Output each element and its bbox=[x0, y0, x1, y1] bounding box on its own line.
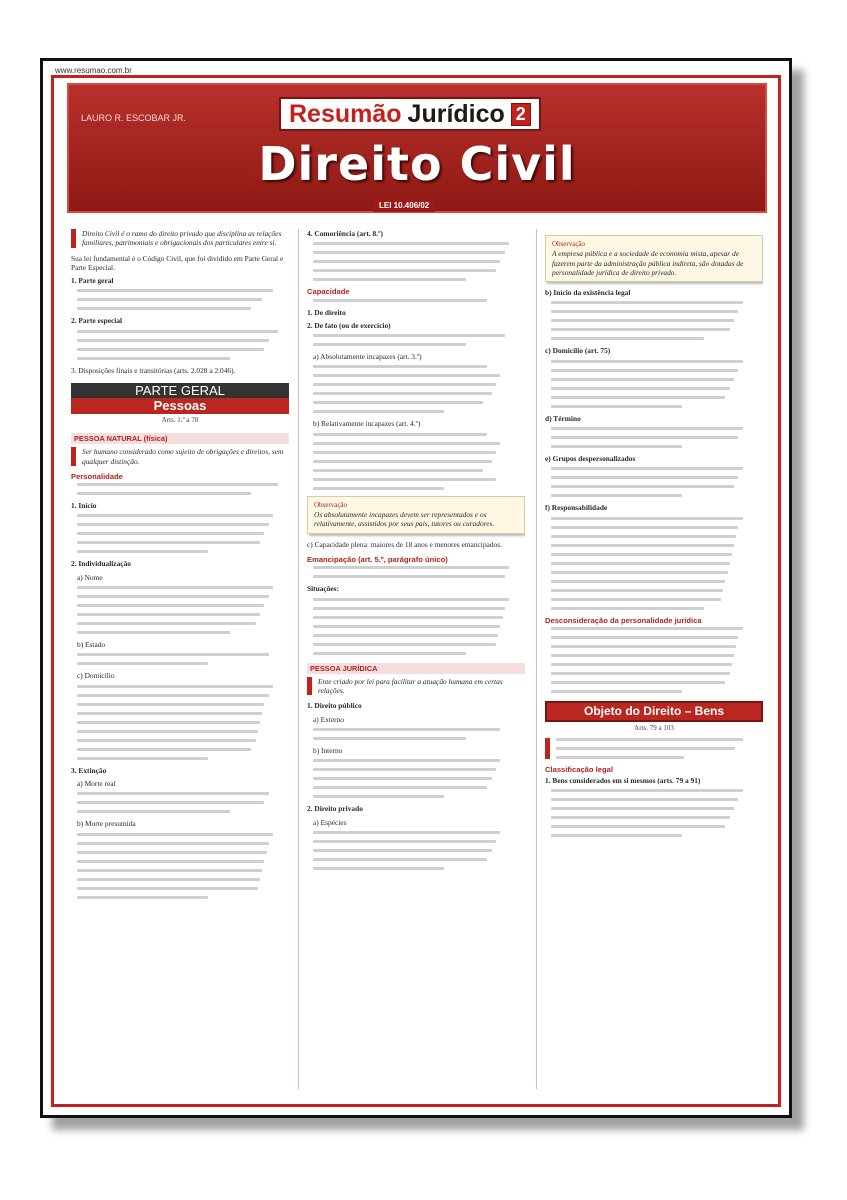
pj-text: Ente criado por lei para facilitar a atuação humana em certas relações. bbox=[307, 677, 525, 696]
section-objeto-do-direito: Objeto do Direito – Bens bbox=[545, 701, 763, 722]
list-item: a) Morte real bbox=[77, 778, 116, 788]
list-item: 3. Disposições finais e transitórias (arts. 2.028 a 2.046). bbox=[71, 365, 236, 375]
pessoa-natural-text: Ser humano considerado como sujeito de obrigações e direitos, sem qualquer distinção. bbox=[71, 447, 289, 466]
text-lines bbox=[307, 334, 525, 346]
observation-label: Observação bbox=[314, 500, 348, 509]
text-lines bbox=[545, 467, 763, 497]
text-lines bbox=[307, 598, 525, 655]
text-lines bbox=[545, 789, 763, 837]
list-item: a) Absolutamente incapazes (art. 3.º) bbox=[313, 352, 422, 362]
text-lines bbox=[71, 514, 289, 553]
subsection-pessoa-natural: PESSOA NATURAL (física) bbox=[71, 433, 289, 444]
list-item: c) Domicílio bbox=[77, 671, 115, 681]
text-lines bbox=[545, 738, 763, 759]
product-sheet bbox=[40, 58, 792, 1118]
section-pessoas: Pessoas bbox=[71, 398, 289, 413]
list-item: 1. Parte geral bbox=[71, 276, 114, 286]
text-lines bbox=[71, 289, 289, 310]
intro-text: Direito Civil é o ramo do direito privado que disciplina as relações familiares, patrimoniais e obrigacionais dos particulares entre si. bbox=[71, 229, 289, 248]
subsection-pessoa-juridica: PESSOA JURÍDICA bbox=[307, 663, 525, 674]
author-name: LAURO R. ESCOBAR JR. bbox=[81, 113, 187, 123]
codigo-text: Sua lei fundamental é o Código Civil, que foi dividido em Parte Geral e Parte Especial. bbox=[71, 253, 284, 272]
column-2 bbox=[307, 229, 525, 1099]
text-lines bbox=[545, 301, 763, 340]
observation-text: A empresa pública e a sociedade de economia mista, apesar de fazerem parte da administração pública indireta, são dotadas de personalidade jurídica de direito privado. bbox=[552, 249, 744, 277]
text-lines bbox=[307, 433, 525, 490]
comoriencia: 4. Comoriência (art. 8.º) bbox=[307, 229, 383, 238]
text-lines bbox=[71, 653, 289, 665]
column-divider bbox=[298, 229, 299, 1089]
list-item: b) Morte presumida bbox=[77, 819, 136, 829]
page-title: Direito Civil bbox=[258, 137, 576, 191]
list-item: b) Estado bbox=[77, 640, 106, 650]
list-item: 2. Direito privado bbox=[307, 804, 363, 814]
list-item: 2. Parte especial bbox=[71, 316, 123, 326]
list-item: 3. Extinção bbox=[71, 765, 107, 775]
text-lines bbox=[307, 728, 525, 740]
list-item: c) Domicílio (art. 75) bbox=[545, 346, 611, 356]
series-number: 2 bbox=[511, 103, 531, 126]
list-item: 1. Início bbox=[71, 501, 97, 511]
situacoes-label: Situações: bbox=[307, 584, 340, 594]
observation-text: Os absolutamente incapazes devem ser representados e os relativamente, assistidos por seus pais, tutores ou curadores. bbox=[314, 510, 495, 529]
text-lines bbox=[71, 685, 289, 760]
section-arts: Arts. 1.º a 78 bbox=[161, 415, 199, 424]
text-lines bbox=[307, 365, 525, 413]
list-item: a) Externo bbox=[313, 714, 344, 724]
list-item: 2. Individualização bbox=[71, 559, 131, 569]
subsection-capacidade: Capacidade bbox=[307, 287, 350, 297]
text-lines bbox=[307, 242, 525, 281]
subsection-emancipacao: Emancipação (art. 5.º, parágrafo único) bbox=[307, 554, 448, 564]
column-1 bbox=[71, 229, 289, 1099]
text-lines bbox=[71, 792, 289, 813]
text-lines bbox=[307, 759, 525, 798]
text-lines bbox=[71, 483, 289, 495]
list-item: 2. De fato (ou de exercício) bbox=[307, 320, 391, 330]
text-lines bbox=[307, 299, 525, 302]
column-3 bbox=[545, 229, 763, 1099]
law-badge: LEI 10.406/02 bbox=[373, 199, 435, 212]
list-item: b) Interno bbox=[313, 746, 343, 756]
text-lines bbox=[71, 586, 289, 634]
list-item: a) Nome bbox=[77, 572, 103, 582]
text-lines bbox=[545, 360, 763, 408]
text-lines bbox=[545, 627, 763, 693]
capacidade-plena: c) Capacidade plena: maiores de 18 anos e menores emancipados. bbox=[307, 539, 502, 549]
series-logo bbox=[279, 97, 541, 131]
subsection-personalidade: Personalidade bbox=[71, 471, 123, 481]
list-item: d) Término bbox=[545, 413, 581, 423]
list-item: e) Grupos despersonalizados bbox=[545, 454, 636, 464]
header-banner bbox=[67, 83, 767, 213]
text-lines bbox=[71, 833, 289, 899]
list-item: b) Início da existência legal bbox=[545, 288, 631, 298]
list-item: a) Espécies bbox=[313, 817, 347, 827]
subsection-classificacao: Classificação legal bbox=[545, 764, 613, 774]
observation-box bbox=[307, 496, 525, 534]
text-lines bbox=[545, 517, 763, 610]
series-prefix: Resumão bbox=[289, 99, 402, 128]
section-parte-geral: PARTE GERAL bbox=[71, 383, 289, 398]
subsection-desconsideracao: Desconsideração da personalidade jurídica bbox=[545, 615, 702, 625]
list-item: f) Responsabilidade bbox=[545, 503, 608, 513]
list-item: 1. De direito bbox=[307, 307, 346, 317]
text-lines bbox=[307, 566, 525, 578]
site-url: www.resumao.com.br bbox=[55, 66, 132, 75]
list-item: b) Relativamente incapazes (art. 4.º) bbox=[313, 419, 421, 429]
list-item: 1. Direito público bbox=[307, 701, 362, 711]
series-main: Jurídico bbox=[407, 99, 505, 128]
section-arts: Arts. 79 a 103 bbox=[634, 724, 674, 733]
observation-box bbox=[545, 235, 763, 282]
observation-label: Observação bbox=[552, 240, 586, 248]
text-lines bbox=[307, 831, 525, 870]
column-divider bbox=[536, 229, 537, 1089]
list-item: 1. Bens considerados em si mesmos (arts. 79 a 91) bbox=[545, 775, 701, 785]
text-lines bbox=[71, 330, 289, 360]
text-lines bbox=[545, 427, 763, 448]
